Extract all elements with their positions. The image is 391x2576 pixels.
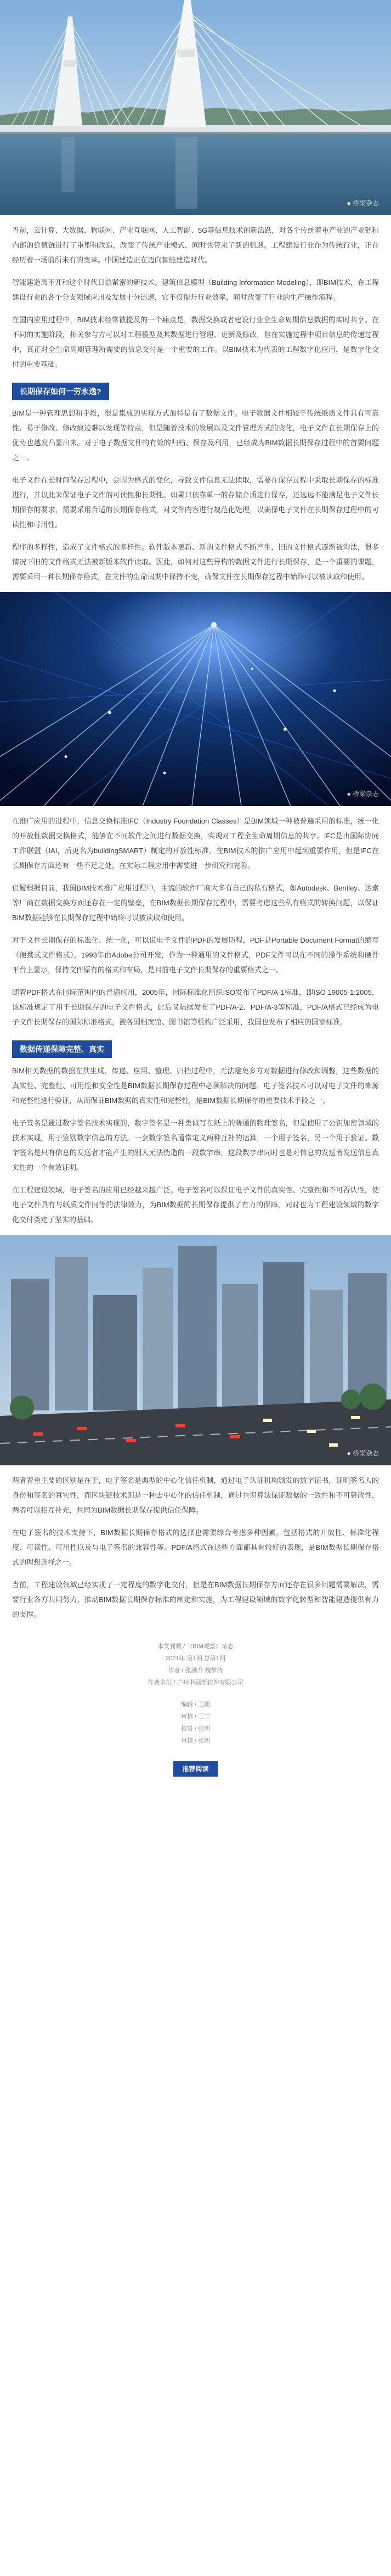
photo-watermark: ● 桥梁杂志 [347,199,379,207]
city-photo [0,1235,391,1465]
paragraph-12: 电子签名是通过数字签名技术实现的，数字签名是一种类似写在纸上的普通的物理签名，但是使用了公钥加密领域的技术实现，用于鉴别数字信息的方法。一套数字签名通常定义两种互补的运算，一个用于签名，另一个用于验证。数字签名是只有信息的发送者才能产生的别人无法伪造的一段数字串，这段数字串同时也是对信息的发送者发送信息真实性的一个有效证明。 [12,1119,379,1172]
photo-watermark-3: ● 桥梁杂志 [347,1449,379,1457]
paragraph-9: 对于文件长期保存的标准化、统一化，可以说电子文件的PDF的发展历程，PDF是Portable Document Format的缩写（便携式文件格式），1993年由Adobe公司开发，作为一种通用的文件格式，PDF文件可以在不同的操作系统和硬件平台上显示，保持文件原有的格式和布局，是目前电子文件长期保存的重要格式之一。 [12,936,379,974]
footer-reviewer: 审核 / 王宁 [180,1713,211,1720]
paragraph-3: 在国内应用过程中，BIM技术经常被提及的一个痛点是，数据交换或者建设行业全生命周期信息数据的实时共享。在不同的实施阶段，相关参与方可以对工程模型及其数据进行管理、更新及修改，但在实施过程中项目信息的传递过程中，真正对全生命周期管理所需要的信息交付是一个重要的工作。以BIM技术为代表的工程数字化应用，是数字化交付的重要基础。 [12,316,379,368]
section-heading-2: 数据传递保障完整、真实 [12,1040,112,1058]
footer-source: 本文刊载 / 《BIM观察》杂志 [157,1643,234,1650]
paragraph-11: BIM相关数据的数据在其生成、传递、应用、整理、归档过程中，无法避免多方对数据进行修改和调整，这些数据的真实性、完整性、可用性和安全性是BIM数据长期保存过程中必须解决的问题。电子签名技术可以对电子文件的来源和完整性进行验证，从而保证BIM数据的真实性和完整性，是BIM数据长期保存的重要技术手段之一。 [12,1067,379,1105]
paragraph-4: BIM是一种管理思想和手段，很是集成的实现方式加持是有了数据文件。电子数据文件相较于传统纸质文件具有可靠性、易于修改、修改痕迹难以发现等特点，但是随着技术的发展以及文件管理方式的变化，电子文件在长期保存上的优势也越发凸显出来。对于电子数据文件的有效的归档、保存及利用，已经成为BIM数据长期保存过程中的首要问题之一。 [12,409,379,462]
paragraph-8: 但履根据目前，我国BIM技术推广应用过程中，主流的软件厂商大多有自己的私有格式，如Autodesk、Bentley、达索等厂商在数据交换方面还存在一定的壁垒，在BIM数据长期保存过程中，需要考虑这些私有格式的转换问题，以保证BIM数据能够在长期保存过程中始终可以被读取和使用。 [12,884,379,922]
paragraph-10: 随着PDF格式在国际范围内的普遍应用，2005年，国际标准化组织ISO发布了PDF/A-1标准，即ISO 19005-1:2005，该标准规定了用于长期保存的电子文件格式，此后又陆续发布了PDF/A-2、PDF/A-3等标准，PDF/A格式已经成为电子文件长期保存的国际标准格式，被各国档案馆、图书馆等机构广泛采用，我国也发布了相应的国家标准。 [12,988,379,1026]
photo-watermark-2: ● 桥梁杂志 [347,790,379,798]
paragraph-7: 在推广应用的进程中，信息交换标准IFC（Industry Foundation Classes）是BIM领域一种被普遍采用的标准，统一化的开放性数据交换格式，能够在不同软件之间进行数据交换，实现对工程全生命周期信息的共享。IFC是由国际协同工作联盟（IAI，后更名为buildingSMART）制定的开放性标准，在BIM技术的推广应用中起到重要作用，但是IFC在长期保存方面还有一些不足之处，在实际工程应用中需要进一步研究和完善。 [12,817,379,870]
paragraph-2: 智能建造离不开和这个时代日益紧密的新技术。建筑信息模型（Building Information Modeling），即BIM技术，在工程建设行业的各个分支领域应用及发展十分迅速，它不仅提升行业效率，同时改变了行业的生产操作流程。 [12,278,379,301]
footer-final-reviewer: 审核 / 张明 [180,1738,211,1744]
paragraph-1: 当前，云计算、大数据、物联网、产业互联网、人工智能、5G等信息技术创新活跃，对各个传统着重产业的产业链和内部的价值链进行了重塑和改造，改变了传统产业模式，同时也带来了新的机遇。工程建设行业作为传统行业，正在经历着一场前所未有的变革。中国建造正在迈向智能建造时代。 [12,226,379,264]
footer-issue: 2021年 第1期 总第1期 [166,1655,225,1662]
network-photo [0,592,391,806]
paragraph-5: 电子文件在长时间保存过程中，会因为格式的变化，导致文件信息无法读取，需要在保存过程中采取长期保存的标准进行，并以此来保证电子文件的可读性和长期性。如果只依靠单一的存储介质进行保存，还远远不能满足电子文件长期保存的要求，需要采用合适的长期保存格式，对文件内容进行规范化处理，以确保电子文件在长期保存过程中的可读性和可用性。 [12,476,379,529]
recommended-reading[interactable] [0,1761,391,1777]
footer-author: 作者 / 张满升 魏梦涛 [168,1667,223,1674]
paragraph-13: 在工程建设领域，电子签名的应用已经越来越广泛。电子签名可以保证电子文件的真实性、完整性和不可否认性，使电子文件具有与纸质文件同等的法律效力，为BIM数据的长期保存提供了有力的保障，同时也为工程建设领域的数字化交付奠定了坚实的基础。 [12,1186,379,1224]
city-image [0,1235,391,1465]
footer-editor: 编辑 / 王姗 [180,1701,211,1708]
paragraph-14: 两者着重主要的区别是在于，电子签名是典型的中心化信任机制，通过电子认证机构颁发的数字证书，证明签名人的身份和签名的真实性，而区块链技术则是一种去中心化的信任机制，通过共识算法保证数据的一致性和不可篡改性，两者可以相互补充，共同为BIM数据长期保存提供信任保障。 [12,1476,379,1514]
paragraph-15: 在电子签名的技术支持下，BIM数据长期保存格式的选择也需要综合考虑多种因素，包括格式的开放性、标准化程度、可读性、可用性以及与电子签名的兼容性等。PDF/A格式在这些方面都具有较好的表现，是BIM数据长期保存格式的理想选择之一。 [12,1528,379,1566]
bridge-photo [0,0,391,215]
recommended-reading-label: 推荐阅读 [173,1761,217,1777]
footer-proofreader: 校对 / 张明 [180,1726,211,1732]
network-image [0,592,391,806]
bridge-image [0,0,391,215]
section-heading-1: 长期保存如何一劳永逸? [12,383,109,400]
paragraph-6: 程序的多样性，造成了文件格式的多样性。软件版本更新、新的文件格式不断产生，旧的文件格式逐渐被淘汰，很多情况下旧的文件格式无法被新版本软件读取。因此，如何对这些异构的数据文件进行长期保存，是一个重要的课题，需要采用一种长期保存格式，在文件的生命周期中保持不变，确保文件在长期保存过程中始终可以被读取和使用。 [12,543,379,581]
footer-affiliation: 作者单位 / 广州书画斯软件有限公司 [148,1679,243,1686]
paragraph-16: 当前，工程建设领域已经实现了一定程度的数字化交付，但是在BIM数据长期保存方面还存在很多问题需要解决，需要行业各方共同努力，推动BIM数据长期保存标准的制定和实施，为工程建设领域的数字化转型和智能建造提供有力的支撑。 [12,1581,379,1619]
article-footer [0,1640,391,1777]
